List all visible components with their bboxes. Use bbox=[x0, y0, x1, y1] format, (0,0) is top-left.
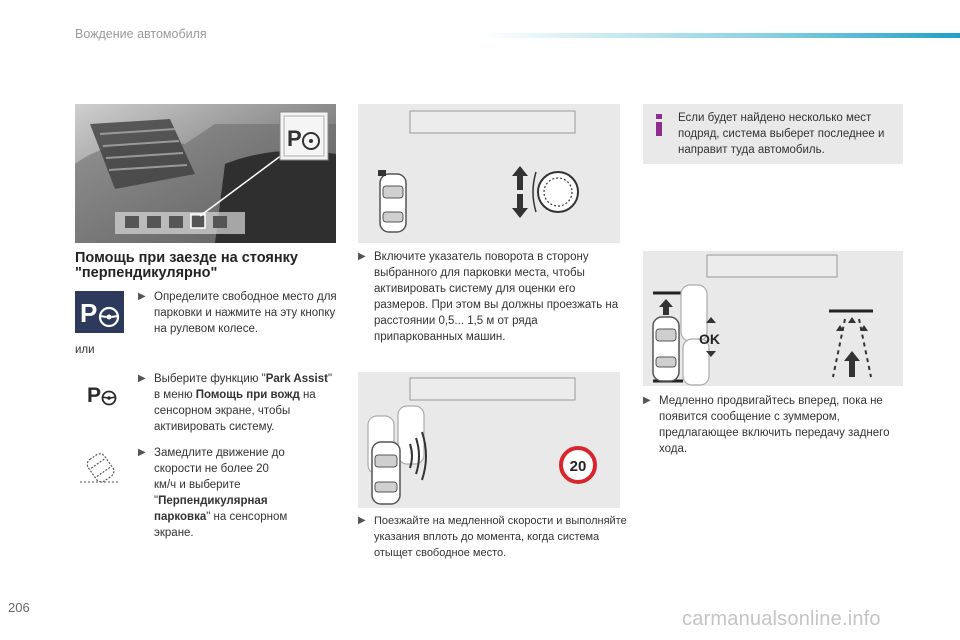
info-icon bbox=[652, 114, 666, 136]
section-title-line1: Помощь при заезде на стоянку bbox=[75, 250, 298, 266]
page-number: 206 bbox=[8, 600, 30, 615]
ok-label: OK bbox=[699, 331, 720, 347]
step-identify-space bbox=[138, 289, 340, 337]
section-title-line2: "перпендикулярно" bbox=[75, 265, 218, 281]
svg-text:P: P bbox=[80, 298, 98, 328]
header-accent-bar bbox=[480, 33, 960, 38]
step-move-forward bbox=[643, 393, 905, 457]
menu-name: Помощь при вожд bbox=[195, 389, 300, 401]
step-text: Поезжайте на медленной скорости и выполняйте указания вплоть до момента, когда система отыщет свободное место. bbox=[374, 515, 627, 559]
speed-sign-value: 20 bbox=[569, 458, 587, 475]
slow-car-icon bbox=[78, 450, 122, 484]
step-text: Медленно продвигайтесь вперед, пока не появится сообщение с зуммером, предлагающее включить передачу заднего хода. bbox=[659, 395, 890, 455]
bullet-icon: ▶ bbox=[138, 291, 146, 302]
step-select-function bbox=[138, 371, 338, 435]
or-label: или bbox=[75, 344, 95, 356]
step-text: " в меню bbox=[154, 373, 333, 401]
parking-steering-icon bbox=[75, 291, 124, 333]
step-text: Замедлите движение до скорости не более 20 км/ч и выберите " bbox=[154, 447, 285, 507]
svg-text:P: P bbox=[287, 126, 302, 151]
section-title bbox=[75, 251, 345, 281]
step-text: Определите свободное место для парковки и нажмите на эту кнопку на рулевом колесе. bbox=[154, 291, 337, 335]
step-slow-down bbox=[138, 445, 338, 541]
mode-name: Перпендикулярная парковка bbox=[154, 495, 268, 523]
svg-text:P: P bbox=[87, 384, 102, 406]
illustration-slow-speed bbox=[358, 372, 620, 508]
step-turn-signal bbox=[358, 249, 623, 345]
illustration-turn-signal bbox=[358, 104, 620, 243]
bullet-icon: ▶ bbox=[358, 515, 366, 526]
bullet-icon: ▶ bbox=[138, 447, 146, 458]
car-icon bbox=[380, 174, 406, 232]
step-drive-slowly bbox=[358, 513, 628, 561]
step-text: Выберите функцию " bbox=[154, 373, 266, 385]
watermark: carmanualsonline.info bbox=[682, 608, 881, 630]
step-text: " на сенсорном экране. bbox=[154, 511, 288, 539]
header-title: Вождение автомобиля bbox=[75, 27, 207, 41]
illustration-move-forward bbox=[643, 251, 903, 386]
function-name: Park Assist bbox=[265, 373, 328, 385]
bullet-icon: ▶ bbox=[138, 373, 146, 384]
dashboard-photo bbox=[75, 104, 336, 243]
parking-steering-icon bbox=[87, 382, 119, 406]
step-text: на сенсорном экране, чтобы активировать систему. bbox=[154, 389, 316, 433]
bullet-icon: ▶ bbox=[358, 251, 366, 262]
info-box bbox=[643, 104, 903, 164]
step-text: Включите указатель поворота в сторону выбранного для парковки места, чтобы активировать систему для оценки его размеров. При этом вы должны проезжать на расстоянии 0,5... 1,5 м от ряда припаркованных машин. bbox=[374, 251, 619, 343]
bullet-icon: ▶ bbox=[643, 395, 651, 406]
info-text: Если будет найдено несколько мест подряд, система выберет последнее и направит туда автомобиль. bbox=[678, 112, 885, 156]
